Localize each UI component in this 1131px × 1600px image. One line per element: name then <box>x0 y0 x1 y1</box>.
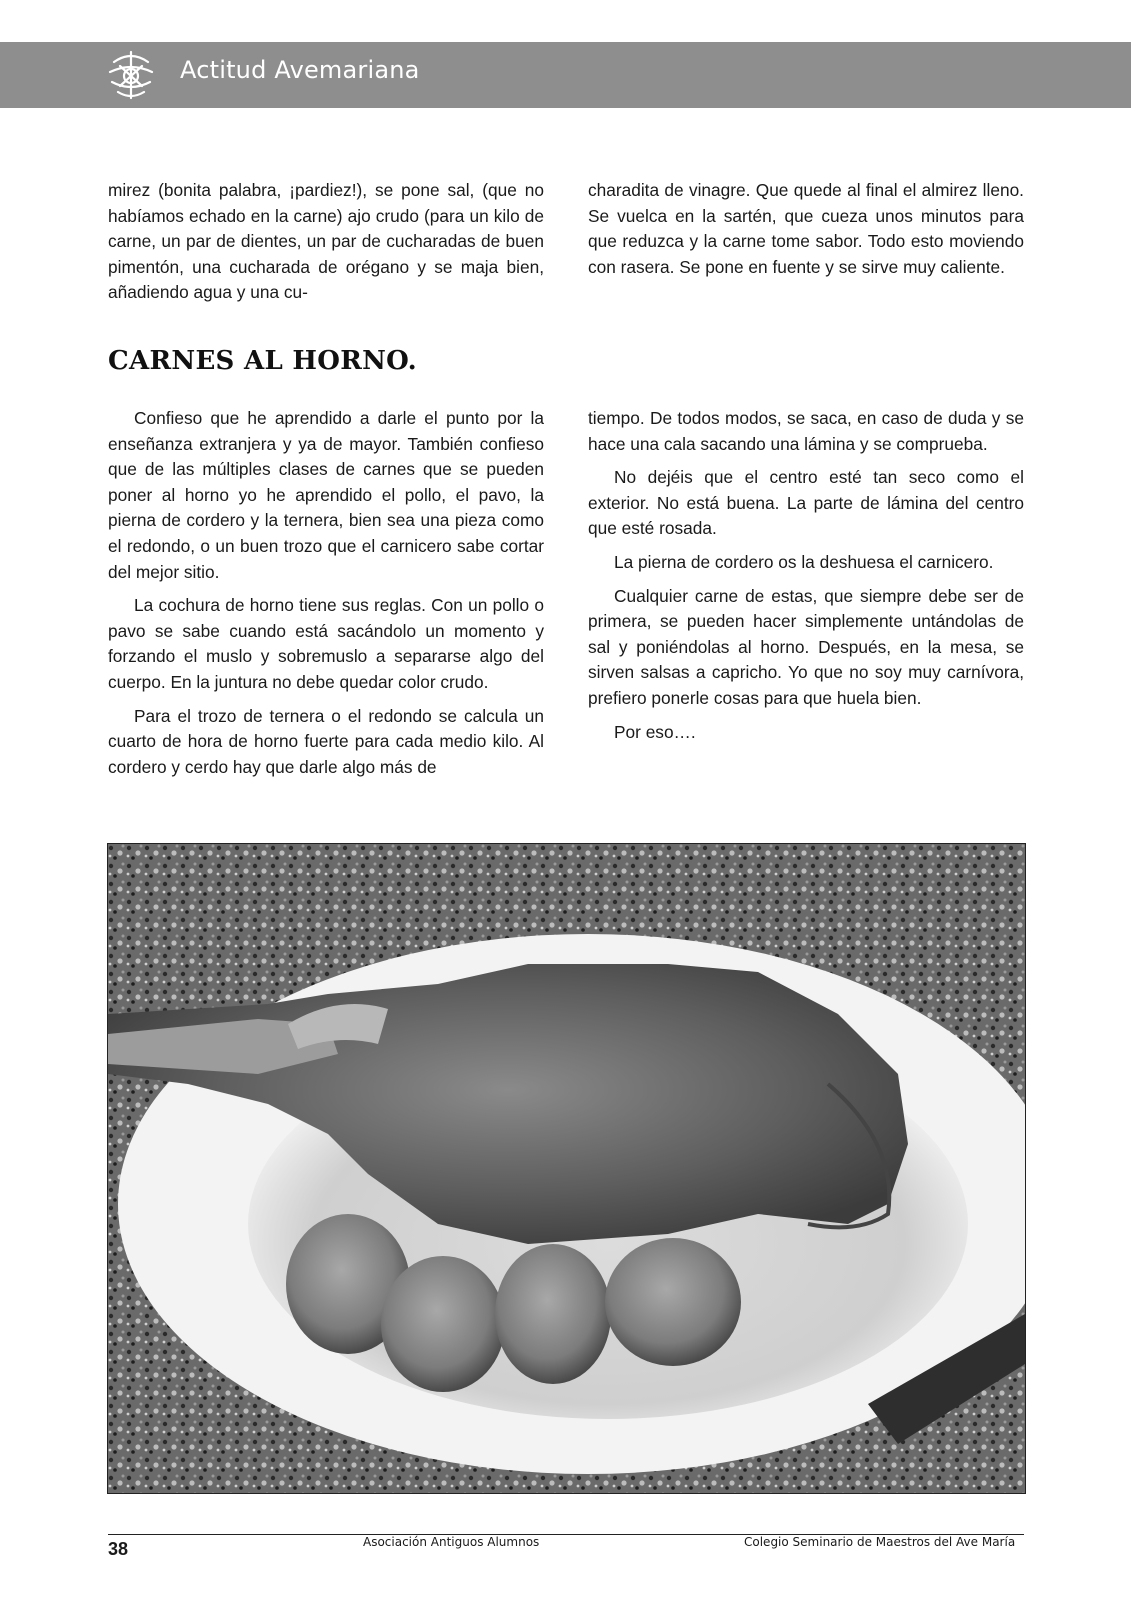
body-paragraph: La cochura de horno tiene sus reglas. Con un pollo o pavo se sabe cuando está sacándolo un momento y forzando el muslo y sobremuslo a separarse algo del cuerpo. En la juntura no debe quedar color crudo. <box>108 595 544 692</box>
footer-school: Colegio Seminario de Maestros del Ave María <box>744 1535 1016 1549</box>
body-paragraph: Cualquier carne de estas, que siempre debe ser de primera, se pueden hacer simplemente untándolas de sal y poniéndolas al horno. Después, en la mesa, se sirven salsas a capricho. Yo que no soy muy carnívora, prefiero ponerle cosas para que huela bien. <box>588 585 1024 708</box>
crest-emblem-icon <box>104 48 158 102</box>
section-title: CARNES AL HORNO. <box>108 346 417 376</box>
roast-lamb-leg-with-potatoes-photo <box>107 843 1026 1494</box>
body-paragraph: No dejéis que el centro esté tan seco como el exterior. No está buena. La parte de lámina del centro que esté rosada. <box>588 467 1024 539</box>
intro-left-column <box>108 178 544 314</box>
page-number: 38 <box>108 1539 129 1559</box>
header-title: Actitud Avemariana <box>180 56 420 84</box>
page-header <box>0 42 1131 108</box>
body-right-column <box>588 406 1024 753</box>
intro-right-paragraph: charadita de vinagre. Que quede al final el almirez lleno. Se vuelca en la sartén, que cueza unos minutos para que reduzca y la carne tome sabor. Todo esto moviendo con rasera. Se pone en fuente y se sirve muy caliente. <box>588 180 1024 277</box>
body-paragraph: La pierna de cordero os la deshuesa el carnicero. <box>614 551 994 572</box>
body-left-column <box>108 406 544 788</box>
body-paragraph: Confieso que he aprendido a darle el punto por la enseñanza extranjera y ya de mayor. También confieso que de las múltiples clases de carnes que se pueden poner al horno yo he aprendido el pollo, el pavo, la pierna de cordero y la ternera, bien sea una pieza como el redondo, o un buen trozo que el carnicero sabe cortar del mejor sitio. <box>108 408 544 582</box>
body-paragraph: Para el trozo de ternera o el redondo se calcula un cuarto de hora de horno fuerte para cada medio kilo. Al cordero y cerdo hay que darle algo más de <box>108 705 544 777</box>
footer-association: Asociación Antiguos Alumnos <box>363 1535 540 1549</box>
intro-right-column <box>588 178 1024 288</box>
intro-left-paragraph: mirez (bonita palabra, ¡pardiez!), se pone sal, (que no habíamos echado en la carne) ajo crudo (para un kilo de carne, un par de dientes, un par de cucharadas de buen pimentón, una cucharada de orégano y se maja bien, añadiendo agua y una cu- <box>108 180 544 303</box>
body-paragraph: tiempo. De todos modos, se saca, en caso de duda y se hace una cala sacando una lámina y se comprueba. <box>588 408 1024 454</box>
photo-illustration <box>108 844 1025 1493</box>
body-paragraph: Por eso…. <box>614 721 696 742</box>
